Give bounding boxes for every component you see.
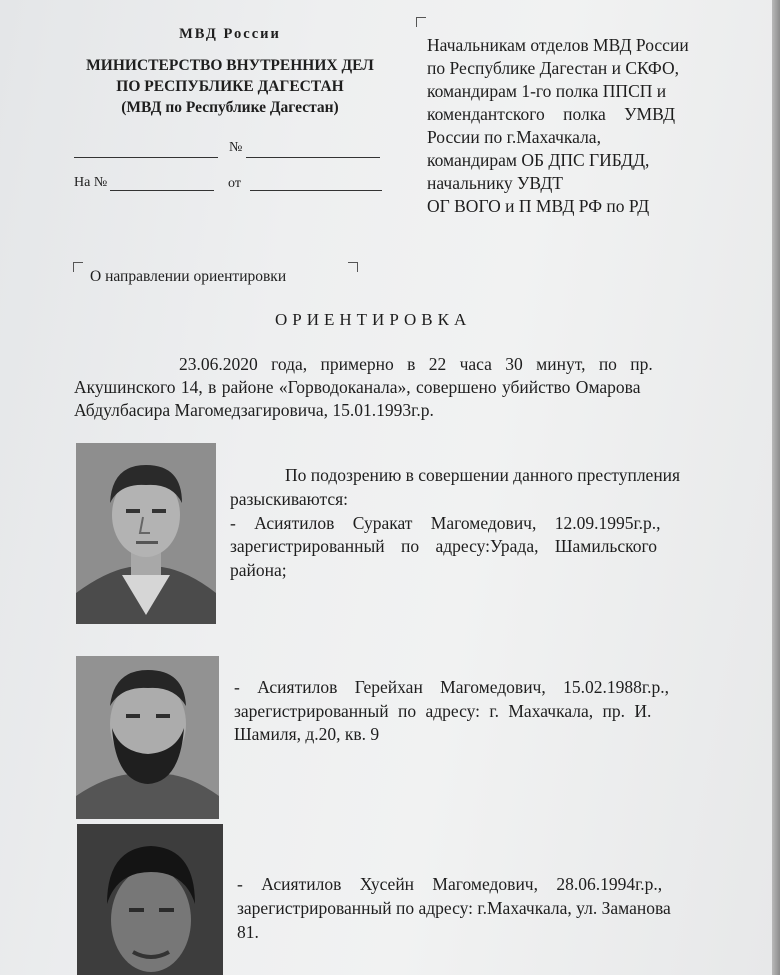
page-edge-shadow [772,0,780,975]
reg-number-blank [74,157,218,158]
incident-line2: Акушинского 14, в районе «Горводоканала», совершено убийство Омарова [74,377,641,397]
addressee-line: комендантского полка УМВД [427,104,676,124]
suspect-2-name: - Асиятилов Герейхан Магомедович, 15.02.1988г.р., [234,677,669,697]
addressee-corner-mark [416,17,426,27]
reply-number-blank [110,190,214,191]
incident-line3: Абдулбасира Магомедзагировича, 15.01.1993г.р. [74,400,434,420]
ministry-name-line2: ПО РЕСПУБЛИКЕ ДАГЕСТАН [116,78,344,95]
subject-corner-right [348,262,358,272]
addressee-line: по Республике Дагестан и СКФО, [427,58,679,78]
suspect-2-address: зарегистрированный по адресу: г. Махачкала, пр. И. [234,701,652,721]
suspect-3-name: - Асиятилов Хусейн Магомедович, 28.06.1994г.р., [237,874,663,894]
subject-corner-left [73,262,83,272]
reply-number-label: На № [74,175,108,190]
suspect-1-name: - Асиятилов Суракат Магомедович, 12.09.1995г.р., [230,513,661,533]
number-label: № [229,140,243,155]
suspect-1-address-cont: района; [230,560,287,580]
suspect-photo-2 [76,656,219,819]
addressee-line: России по г.Махачкала, [427,127,601,147]
ministry-name-line1: МИНИСТЕРСТВО ВНУТРЕННИХ ДЕЛ [86,57,374,74]
wanted-intro-line1: По подозрению в совершении данного преступления [285,465,681,485]
incident-line1: 23.06.2020 года, примерно в 22 часа 30 минут, по пр. [179,354,653,374]
suspect-3-address-cont: 81. [237,922,259,942]
date-blank [250,190,382,191]
suspect-3-address: зарегистрированный по адресу: г.Махачкала, ул. Заманова [237,898,671,918]
addressee-line: ОГ ВОГО и П МВД РФ по РД [427,196,650,216]
number-blank [246,157,380,158]
ministry-short-name: МВД России [179,26,281,42]
addressee-line: Начальникам отделов МВД России [427,35,689,55]
suspect-2-address-cont: Шамиля, д.20, кв. 9 [234,724,380,744]
addressee-line: начальнику УВДТ [427,173,564,193]
document-title: ОРИЕНТИРОВКА [275,310,472,329]
wanted-intro-line2: разыскиваются: [230,489,349,509]
date-label: от [228,176,241,191]
suspect-1-address: зарегистрированный по адресу:Урада, Шамильского [230,536,658,556]
subject-line: О направлении ориентировки [90,268,287,285]
ministry-name-line3: (МВД по Республике Дагестан) [121,99,339,116]
suspect-photo-3 [77,824,223,975]
addressee-line: командирам 1-го полка ППСП и [427,81,667,101]
addressee-line: командирам ОБ ДПС ГИБДД, [427,150,650,170]
suspect-photo-1 [76,443,216,624]
